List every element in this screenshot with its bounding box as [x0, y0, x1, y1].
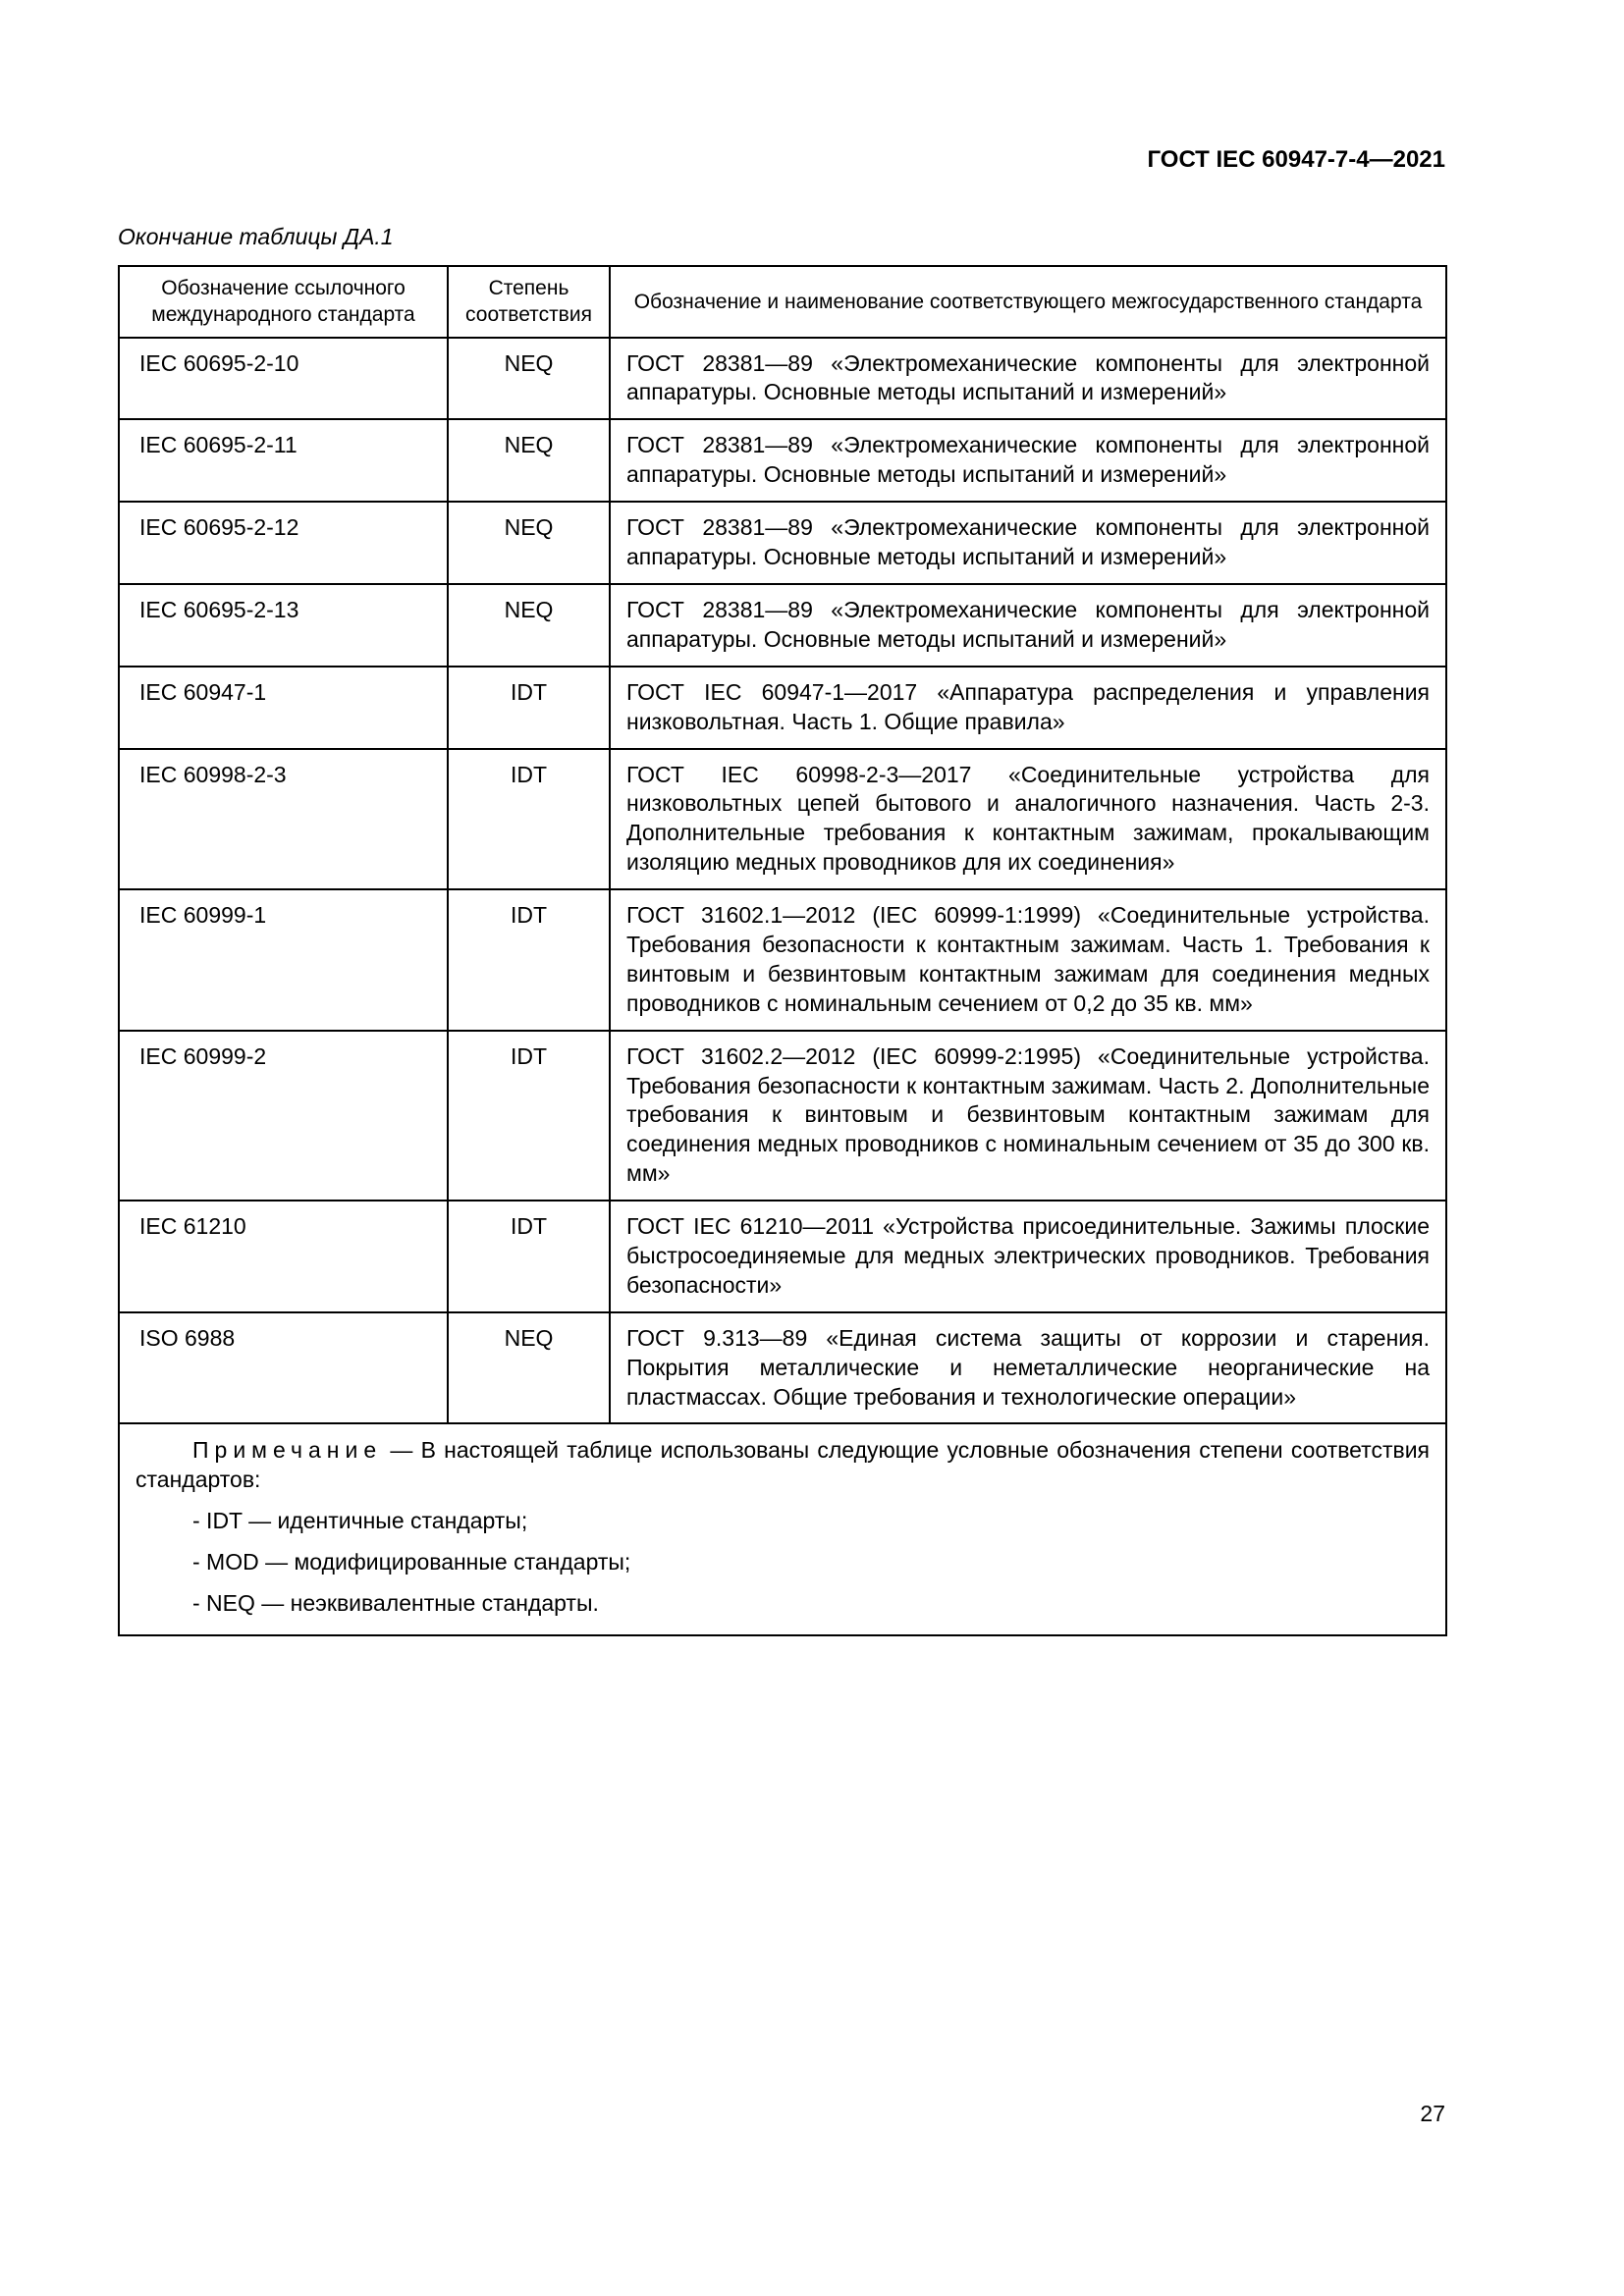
ref-standard-cell: IEC 60999-2	[119, 1031, 448, 1201]
table-row	[119, 889, 1446, 1031]
ref-standard-cell: IEC 60695-2-13	[119, 584, 448, 667]
standard-description-cell: ГОСТ 31602.1—2012 (IEC 60999-1:1999) «Соединительные устройства. Требования безопасности к контактным зажимам. Часть 1. Требования к винтовым и безвинтовым контактным зажимам для соединения медных проводников с номинальным сечением от 0,2 до 35 кв. мм»	[610, 889, 1446, 1031]
page-number: 27	[1420, 2101, 1445, 2126]
standard-description-cell: ГОСТ IEC 60947-1—2017 «Аппаратура распределения и управления низковольтная. Часть 1. Общие правила»	[610, 667, 1446, 749]
note-item: - NEQ — неэквивалентные стандарты.	[192, 1589, 599, 1616]
ref-standard-cell: IEC 60695-2-10	[119, 338, 448, 420]
note-cell	[119, 1423, 1446, 1634]
note-row	[119, 1423, 1446, 1634]
table-row	[119, 584, 1446, 667]
document-title: ГОСТ IEC 60947-7-4—2021	[1147, 146, 1445, 173]
conformity-cell: NEQ	[448, 338, 610, 420]
conformity-cell: NEQ	[448, 419, 610, 502]
conformity-cell: IDT	[448, 749, 610, 890]
table-row	[119, 749, 1446, 890]
standard-description-cell: ГОСТ IEC 61210—2011 «Устройства присоединительные. Зажимы плоские быстросоединяемые для медных электрических проводников. Требования безопасности»	[610, 1201, 1446, 1312]
column-header-conformity-degree: Степень соответствия	[448, 266, 610, 338]
standard-description-cell: ГОСТ 9.313—89 «Единая система защиты от коррозии и старения. Покрытия металлические и неметаллические неорганические на пластмассах. Общие требования и технологические операции»	[610, 1312, 1446, 1424]
note-lead	[135, 1436, 1430, 1495]
table-caption: Окончание таблицы ДА.1	[118, 224, 394, 249]
table-row	[119, 667, 1446, 749]
note-lead-text: — В настоящей таблице использованы следующие условные обозначения степени соответствия стандартов:	[135, 1437, 1431, 1493]
ref-standard-cell: IEC 60947-1	[119, 667, 448, 749]
standard-description-cell: ГОСТ 28381—89 «Электромеханические компоненты для электронной аппаратуры. Основные методы испытаний и измерений»	[610, 419, 1446, 502]
table-row	[119, 1201, 1446, 1312]
note-item: - IDT — идентичные стандарты;	[192, 1508, 528, 1534]
conformity-cell: IDT	[448, 1031, 610, 1201]
page-content	[118, 147, 1445, 1636]
standards-correspondence-table	[118, 265, 1447, 1636]
conformity-cell: NEQ	[448, 502, 610, 584]
table-row	[119, 419, 1446, 502]
table-row	[119, 1312, 1446, 1424]
table-header-row	[119, 266, 1446, 338]
standard-description-cell: ГОСТ IEC 60998-2-3—2017 «Соединительные устройства для низковольтных цепей бытового и аналогичного назначения. Часть 2-3. Дополнительные требования к контактным зажимам, прокалывающим изоляцию медных проводников для их соединения»	[610, 749, 1446, 890]
conformity-cell: IDT	[448, 667, 610, 749]
standard-description-cell: ГОСТ 28381—89 «Электромеханические компоненты для электронной аппаратуры. Основные методы испытаний и измерений»	[610, 584, 1446, 667]
ref-standard-cell: IEC 60999-1	[119, 889, 448, 1031]
standard-description-cell: ГОСТ 28381—89 «Электромеханические компоненты для электронной аппаратуры. Основные методы испытаний и измерений»	[610, 502, 1446, 584]
ref-standard-cell: IEC 60998-2-3	[119, 749, 448, 890]
standard-description-cell: ГОСТ 28381—89 «Электромеханические компоненты для электронной аппаратуры. Основные методы испытаний и измерений»	[610, 338, 1446, 420]
column-header-interstate-standard: Обозначение и наименование соответствующего межгосударственного стандарта	[610, 266, 1446, 338]
ref-standard-cell: ISO 6988	[119, 1312, 448, 1424]
table-row	[119, 502, 1446, 584]
conformity-cell: NEQ	[448, 1312, 610, 1424]
ref-standard-cell: IEC 61210	[119, 1201, 448, 1312]
conformity-cell: IDT	[448, 889, 610, 1031]
table-row	[119, 1031, 1446, 1201]
conformity-cell: IDT	[448, 1201, 610, 1312]
table-row	[119, 338, 1446, 420]
ref-standard-cell: IEC 60695-2-11	[119, 419, 448, 502]
standard-description-cell: ГОСТ 31602.2—2012 (IEC 60999-2:1995) «Соединительные устройства. Требования безопасности к контактным зажимам. Часть 2. Дополнительные требования к винтовым и безвинтовым контактным зажимам для соединения медных проводников с номинальным сечением от 35 до 300 кв. мм»	[610, 1031, 1446, 1201]
note-label: Примечание	[192, 1437, 383, 1464]
note-item: - MOD — модифицированные стандарты;	[192, 1549, 631, 1575]
conformity-cell: NEQ	[448, 584, 610, 667]
ref-standard-cell: IEC 60695-2-12	[119, 502, 448, 584]
column-header-reference-standard: Обозначение ссылочного международного стандарта	[119, 266, 448, 338]
